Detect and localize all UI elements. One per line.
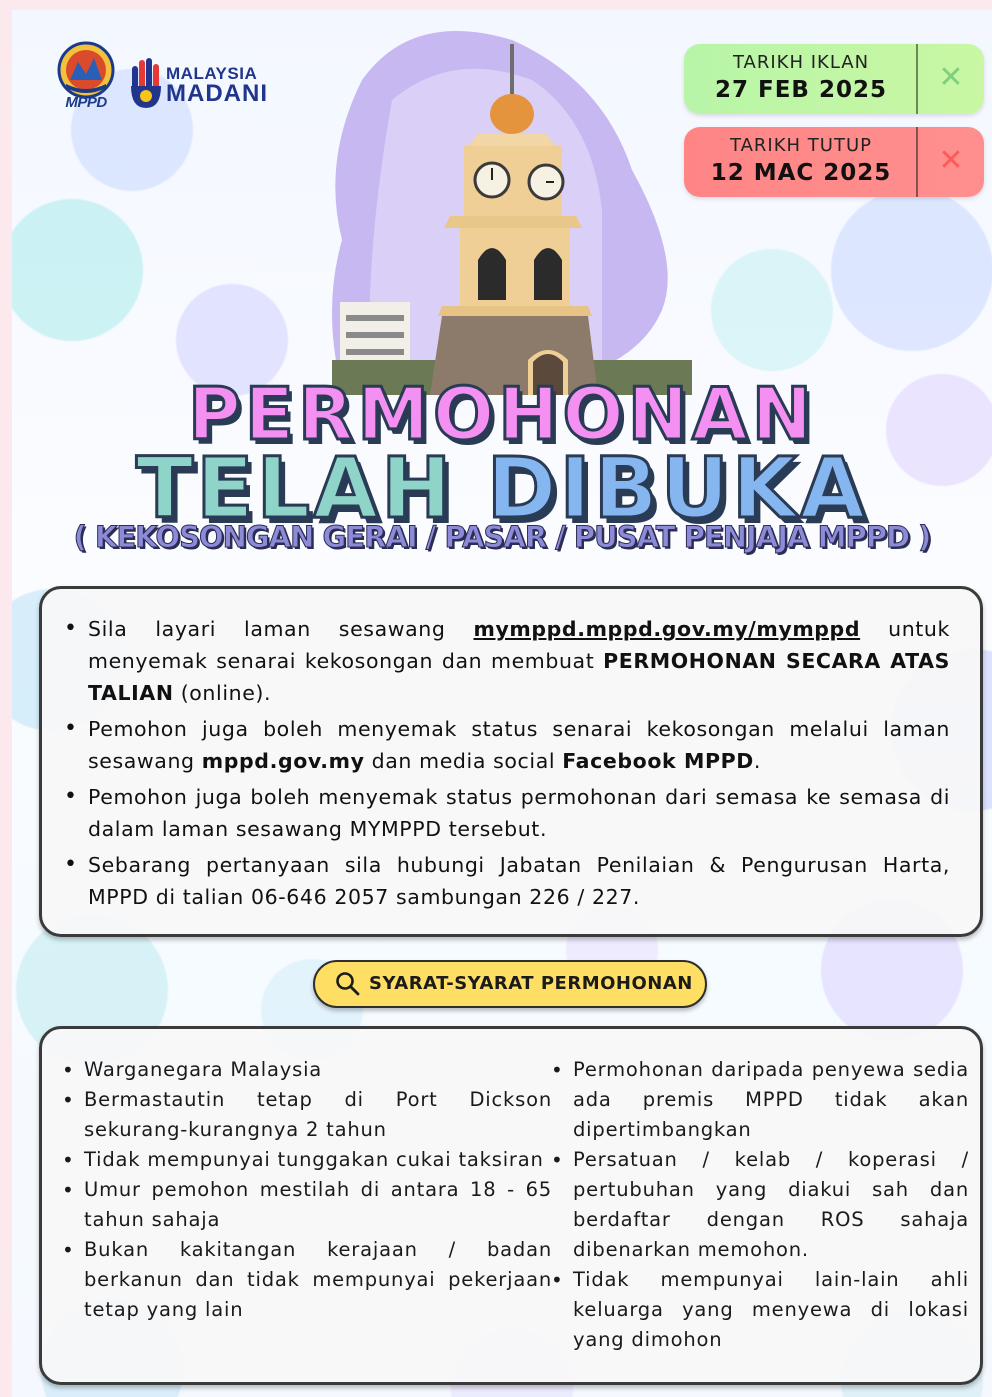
requirements-right-column [573,1055,969,1355]
close-icon: ✕ [938,143,964,178]
requirements-heading-label: SYARAT-SYARAT PERMOHONAN [369,973,693,994]
info-text: . [753,749,761,773]
info-item: • Pemohon juga boleh menyemak status permohonan dari semasa ke semasa di dalam laman sesawang MYMPPD tersebut. [88,781,950,845]
requirement-item: • Persatuan / kelab / koperasi / pertubuhan yang diakui sah dan berdaftar dengan ROS sahaja dibenarkan memohon. [573,1145,969,1265]
madani-line2: MADANI [166,80,268,107]
mppd-logo-text: MPPD [65,94,107,111]
closing-date-label: TARIKH TUTUP [730,135,872,156]
clock-tower-image [302,10,722,395]
facebook-mppd-text: Facebook MPPD [562,749,754,773]
mppd-logo [56,40,116,118]
requirement-item: • Permohonan daripada penyewa sedia ada premis MPPD tidak akan dipertimbangkan [573,1055,969,1145]
info-list [42,589,980,913]
requirement-item: • Tidak mempunyai lain-lain ahli keluarga yang menyewa di lokasi yang dimohon [573,1265,969,1355]
malaysia-madani-logo [128,56,278,112]
info-bold-text: PERMOHONAN SECARA ATAS TALIAN [88,649,950,705]
closing-date-pill [684,127,984,197]
info-item [88,713,950,777]
madani-line1: MALAYSIA [166,64,258,83]
requirement-item: • Tidak mempunyai tunggakan cukai taksiran [84,1145,552,1175]
requirement-item: • Umur pemohon mestilah di antara 18 - 65 tahun sahaja [84,1175,552,1235]
poster [12,10,992,1397]
madani-hand-icon [128,56,164,110]
title-word-telah: TELAH [135,439,455,537]
info-item: • Sebarang pertanyaan sila hubungi Jabatan Penilaian & Pengurusan Harta, MPPD di talian 06-646 2057 sambungan 226 / 227. [88,849,950,913]
title-word-dibuka: DIBUKA [486,439,869,537]
mppd-website-text: mppd.gov.my [201,749,365,773]
search-icon [335,971,361,997]
info-text: Sila layari laman sesawang [88,617,474,641]
advert-date-value: 27 FEB 2025 [715,77,887,103]
info-text: untuk menyemak senarai kekosongan dan membuat [88,617,950,673]
requirement-item: • Warganegara Malaysia [84,1055,552,1085]
closing-date-value: 12 MAC 2025 [710,160,892,186]
advert-date-pill [684,44,984,114]
advert-date-label: TARIKH IKLAN [732,52,870,73]
info-text: Pemohon juga boleh menyemak status senarai kekosongan melalui laman sesawang [88,717,950,773]
requirements-left-column [84,1055,552,1325]
info-item [88,613,950,709]
title-line1: PERMOHONAN [188,372,816,456]
info-text: (online). [173,681,272,705]
mymppd-link[interactable]: mymppd.mppd.gov.my/mymppd [473,617,861,641]
close-icon: ✕ [938,60,964,95]
subtitle: ( KEKOSONGAN GERAI / PASAR / PUSAT PENJAJA MPPD ) [73,520,931,554]
info-text: dan media social [364,749,563,773]
requirement-item: • Bukan kakitangan kerajaan / badan berkanun dan tidak mempunyai pekerjaan tetap yang lain [84,1235,552,1325]
requirements-box [39,1026,983,1385]
requirement-item: • Bermastautin tetap di Port Dickson sekurang-kurangnya 2 tahun [84,1085,552,1145]
requirements-heading-button[interactable] [313,960,707,1008]
info-box [39,586,983,937]
